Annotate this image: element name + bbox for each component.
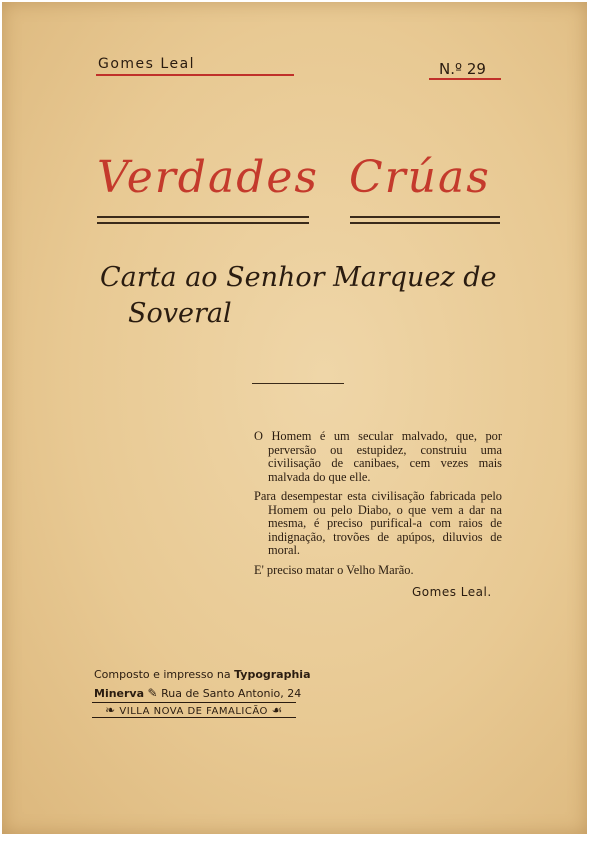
number-underline (429, 78, 501, 80)
divider (252, 383, 344, 384)
title-rule-left-2 (97, 222, 309, 224)
epigraph (254, 430, 502, 583)
epigraph-paragraph-2: Para desempestar esta civilisação fabricada pelo Homem ou pelo Diabo, o que vem a dar na mesma, é preciso purifical-a com raios de indignação, trovões de apúpos, diluvios de moral. (254, 489, 502, 557)
epigraph-signature: Gomes Leal. (412, 585, 492, 599)
imprint-address: Rua de Santo Antonio, 24 (161, 687, 302, 700)
page-title: Verdades Crúas (97, 152, 491, 203)
title-rule-right-2 (350, 222, 500, 224)
pamphlet-cover (2, 2, 587, 834)
issue-number: N.º 29 (439, 60, 486, 78)
subtitle-line1: Carta ao Senhor Marquez de (100, 262, 497, 293)
imprint-line-2 (94, 686, 301, 700)
imprint-town-box (92, 702, 296, 718)
imprint-minerva: Minerva (94, 687, 145, 700)
subtitle-line2: Soveral (128, 298, 232, 329)
leaf-ornament-left-icon: ❧ (105, 703, 116, 717)
epigraph-paragraph-1: O Homem é um secular malvado, que, por perversão ou estupidez, construiu uma civilisação de canibaes, cem vezes mais malvada do que elle. (254, 429, 502, 484)
imprint-line-1 (94, 668, 311, 681)
author-underline (96, 74, 294, 76)
imprint-town: VILLA NOVA DE FAMALICÃO (119, 706, 268, 717)
epigraph-paragraph-3: E' preciso matar o Velho Marão. (254, 562, 414, 577)
author-name: Gomes Leal (98, 56, 196, 72)
leaf-ornament-icon: ✎ (147, 686, 158, 700)
leaf-ornament-right-icon: ☙ (271, 703, 283, 717)
title-rule-right-1 (350, 216, 500, 218)
title-rule-left-1 (97, 216, 309, 218)
subtitle (100, 260, 520, 332)
imprint-typographia: Typographia (234, 668, 311, 681)
imprint-prefix: Composto e impresso na (94, 668, 231, 681)
